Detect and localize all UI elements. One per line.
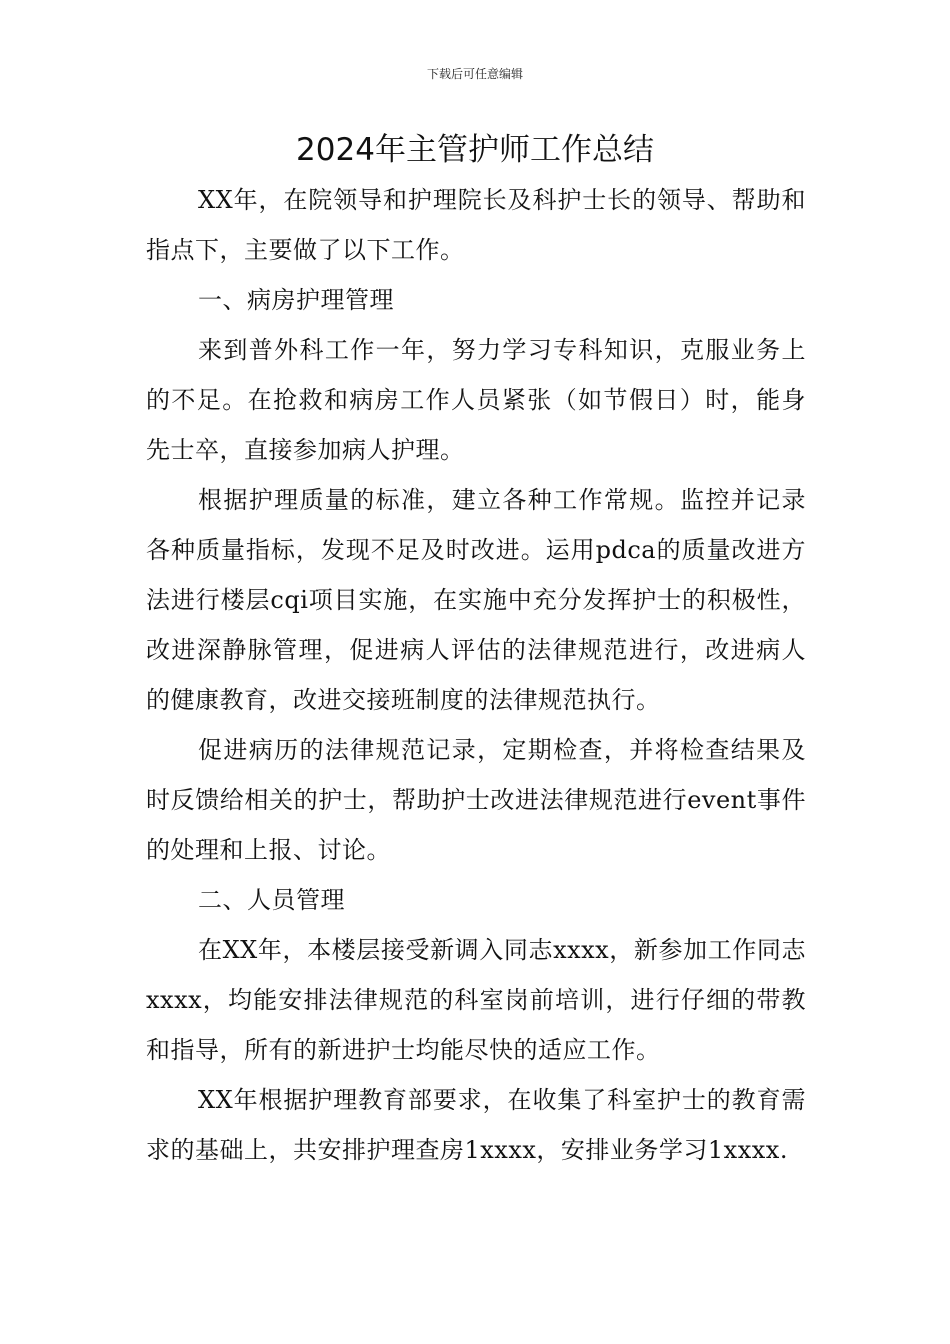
document-body — [146, 175, 806, 1175]
paragraph-staff-1: 在XX年，本楼层接受新调入同志xxxx，新参加工作同志xxxx，均能安排法律规范的科室岗前培训，进行仔细的带教和指导，所有的新进护士均能尽快的适应工作。 — [146, 936, 806, 1064]
section-heading-ward-management: 一、病房护理管理 — [198, 286, 394, 314]
header-note: 下载后可任意编辑 — [426, 67, 523, 81]
paragraph-ward-1: 来到普外科工作一年，努力学习专科知识，克服业务上的不足。在抢救和病房工作人员紧张（如节假日）时，能身先士卒，直接参加病人护理。 — [146, 336, 806, 464]
paragraph-staff-2: XX年根据护理教育部要求，在收集了科室护士的教育需求的基础上，共安排护理查房1xxxx，安排业务学习1xxxx. — [146, 1086, 806, 1164]
document-title: 2024年主管护师工作总结 — [296, 132, 654, 168]
paragraph-ward-2: 根据护理质量的标准，建立各种工作常规。监控并记录各种质量指标，发现不足及时改进。运用pdca的质量改进方法进行楼层cqi项目实施，在实施中充分发挥护士的积极性，改进深静脉管理，促进病人评估的法律规范进行，改进病人的健康教育，改进交接班制度的法律规范执行。 — [146, 486, 806, 714]
section-heading-staff-management: 二、人员管理 — [198, 886, 345, 914]
paragraph-intro: XX年，在院领导和护理院长及科护士长的领导、帮助和指点下，主要做了以下工作。 — [146, 186, 806, 264]
paragraph-ward-3: 促进病历的法律规范记录，定期检查，并将检查结果及时反馈给相关的护士，帮助护士改进法律规范进行event事件的处理和上报、讨论。 — [146, 736, 806, 864]
